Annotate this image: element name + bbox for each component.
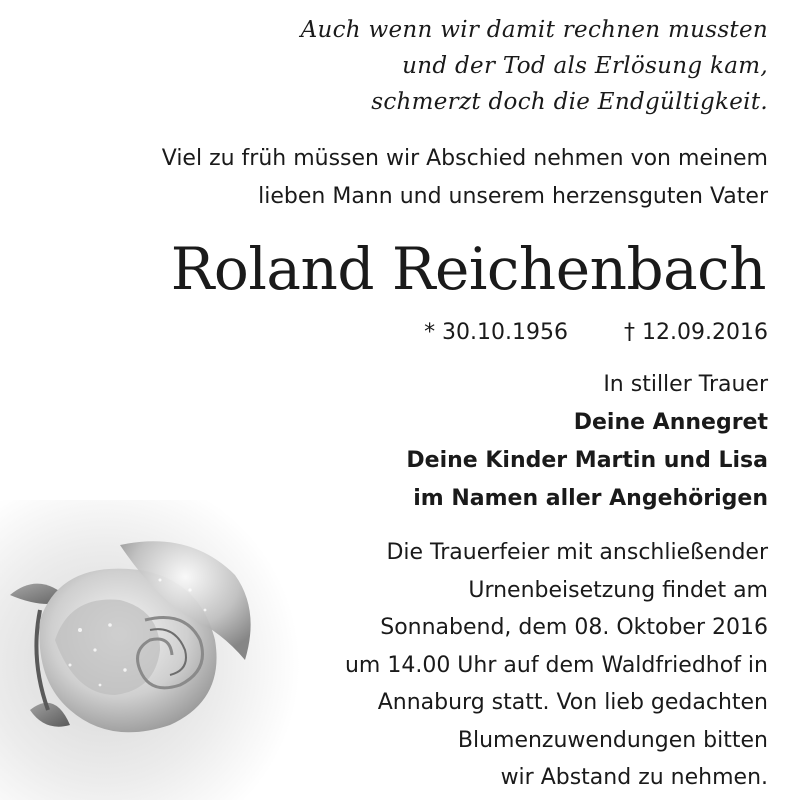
mourner-line: im Namen aller Angehörigen (413, 486, 768, 511)
service-line: um 14.00 Uhr auf dem Waldfriedhof in (344, 652, 768, 678)
service-line: wir Abstand zu nehmen. (500, 765, 768, 790)
service-line: Sonnabend, dem 08. Oktober 2016 (380, 615, 768, 640)
mourner-line: Deine Annegret (573, 410, 768, 435)
service-info (345, 534, 768, 797)
poem-line: und der Tod als Erlösung kam, (402, 53, 768, 79)
poem-verse (301, 12, 768, 120)
rose-image (0, 500, 300, 800)
poem-line: Auch wenn wir damit rechnen mussten (300, 17, 768, 43)
intro-text (162, 140, 768, 216)
life-dates (424, 316, 768, 350)
death-date: † 12.09.2016 (624, 320, 768, 345)
service-line: Annaburg statt. Von lieb gedachten (377, 690, 768, 715)
intro-line: Viel zu früh müssen wir Abschied nehmen von meinem (161, 146, 768, 171)
service-line: Die Trauerfeier mit anschließender (386, 540, 768, 565)
service-line: Blumenzuwendungen bitten (457, 727, 768, 753)
birth-date: * 30.10.1956 (424, 320, 569, 345)
deceased-name: Roland Reichenbach (170, 235, 766, 303)
intro-line: lieben Mann und unserem herzensguten Vater (258, 184, 768, 209)
poem-line: schmerzt doch die Endgültigkeit. (371, 89, 768, 115)
mourner-line: Deine Kinder Martin und Lisa (406, 448, 768, 473)
mourning-intro: In stiller Trauer (603, 372, 768, 397)
mourners-block (406, 366, 768, 518)
service-line: Urnenbeisetzung findet am (468, 577, 768, 603)
